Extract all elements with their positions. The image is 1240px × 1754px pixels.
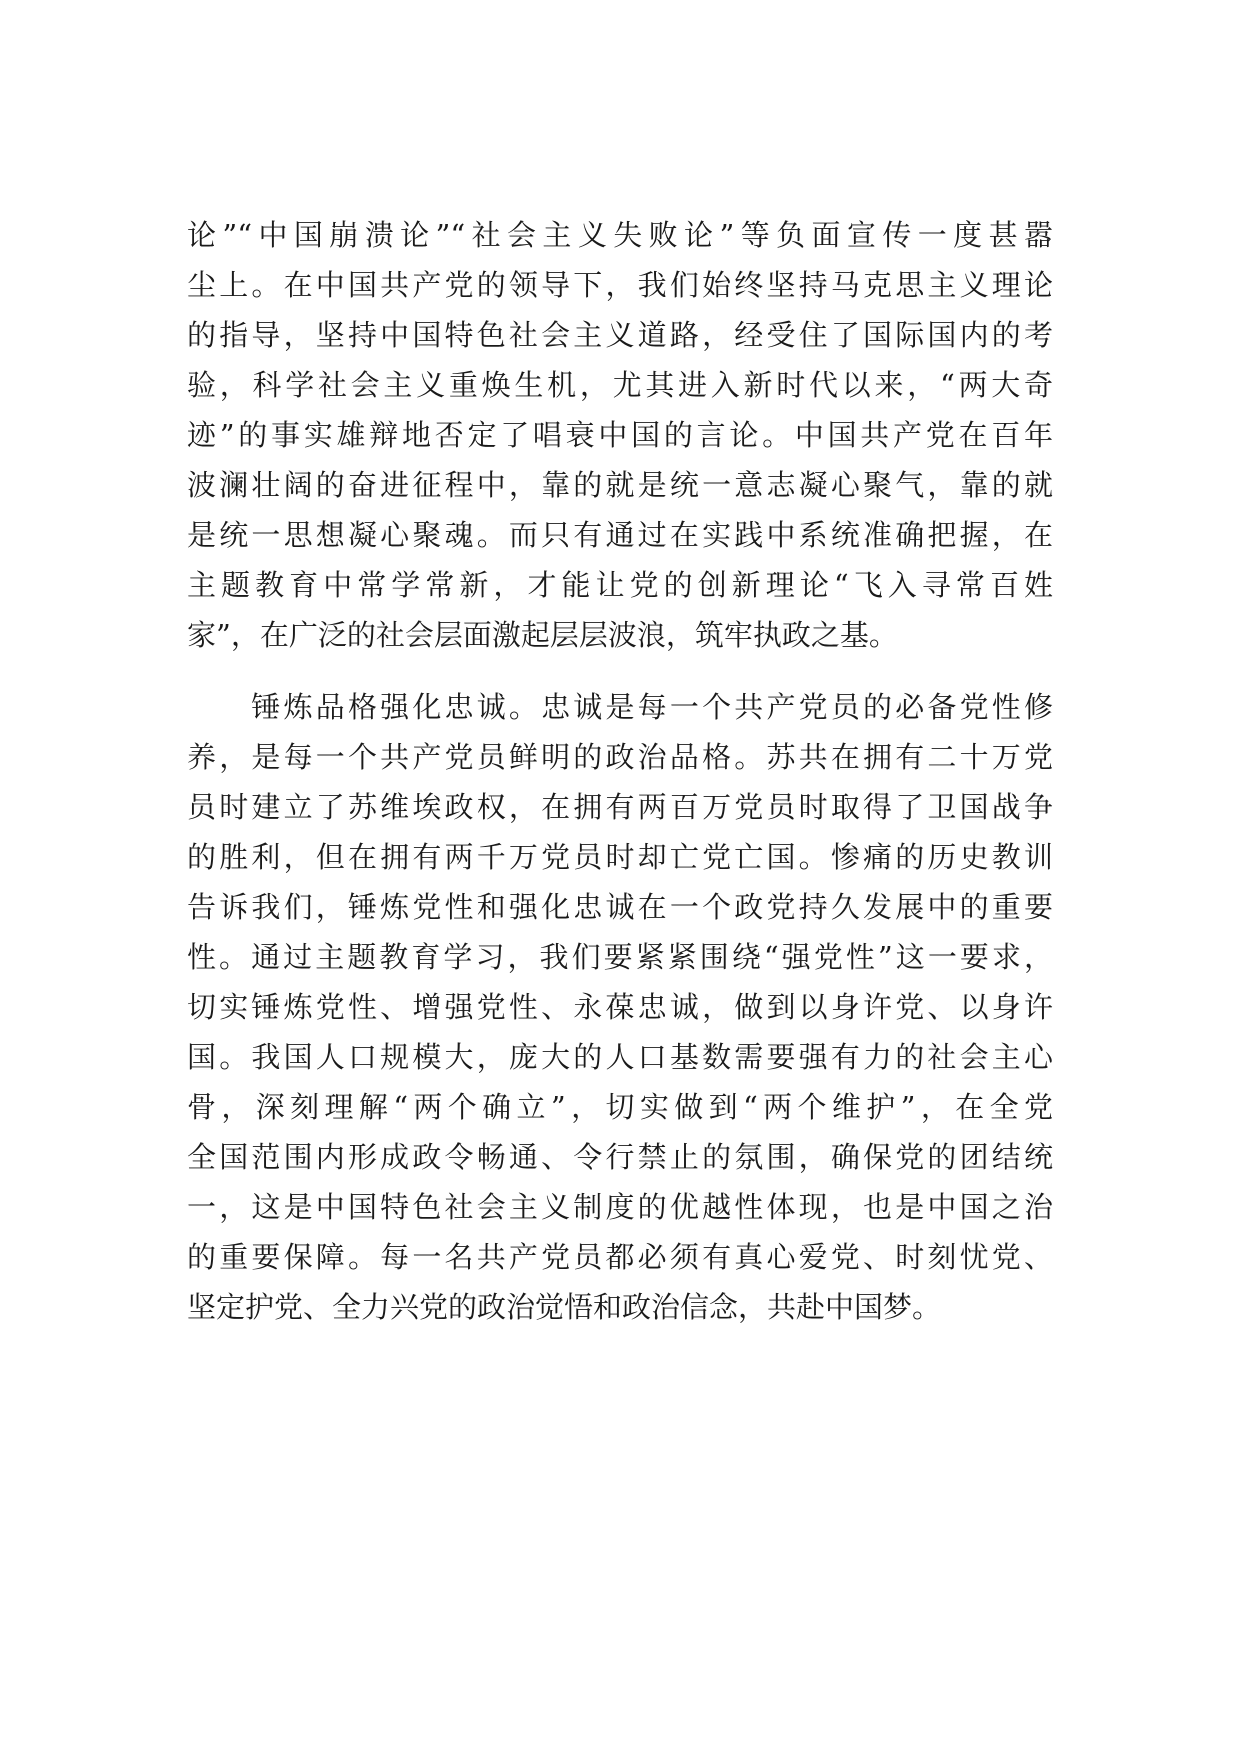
text-line: 的重要保障。每一名共产党员都必须有真心爱党、时刻忧党、 bbox=[187, 1240, 1053, 1274]
text-line: 家”，在广泛的社会层面激起层层波浪，筑牢执政之基。 bbox=[187, 618, 898, 652]
text-line: 验，科学社会主义重焕生机，尤其进入新时代以来，“两大奇 bbox=[187, 368, 1053, 402]
text-line: 尘上。在中国共产党的领导下，我们始终坚持马克思主义理论 bbox=[187, 268, 1053, 302]
text-line: 论”“中国崩溃论”“社会主义失败论”等负面宣传一度甚嚣 bbox=[187, 218, 1053, 252]
text-line: 养，是每一个共产党员鲜明的政治品格。苏共在拥有二十万党 bbox=[187, 740, 1053, 774]
text-line: 员时建立了苏维埃政权，在拥有两百万党员时取得了卫国战争 bbox=[187, 790, 1053, 824]
text-line: 一，这是中国特色社会主义制度的优越性体现，也是中国之治 bbox=[187, 1190, 1053, 1224]
text-line: 迹”的事实雄辩地否定了唱衰中国的言论。中国共产党在百年 bbox=[187, 418, 1053, 452]
text-line: 的胜利，但在拥有两千万党员时却亡党亡国。惨痛的历史教训 bbox=[187, 840, 1053, 874]
document-body bbox=[187, 210, 1053, 1332]
text-line: 主题教育中常学常新，才能让党的创新理论“飞入寻常百姓 bbox=[187, 568, 1053, 602]
text-line: 的指导，坚持中国特色社会主义道路，经受住了国际国内的考 bbox=[187, 318, 1053, 352]
text-line: 全国范围内形成政令畅通、令行禁止的氛围，确保党的团结统 bbox=[187, 1140, 1053, 1174]
text-line: 坚定护党、全力兴党的政治觉悟和政治信念，共赴中国梦。 bbox=[187, 1290, 942, 1324]
paragraph-spacer bbox=[187, 660, 1053, 682]
text-line: 是统一思想凝心聚魂。而只有通过在实践中系统准确把握，在 bbox=[187, 518, 1053, 552]
paragraph-1 bbox=[187, 210, 1053, 660]
text-line: 波澜壮阔的奋进征程中，靠的就是统一意志凝心聚气，靠的就 bbox=[187, 468, 1053, 502]
text-line: 骨，深刻理解“两个确立”，切实做到“两个维护”，在全党 bbox=[187, 1090, 1053, 1124]
text-line: 性。通过主题教育学习，我们要紧紧围绕“强党性”这一要求， bbox=[187, 940, 1053, 974]
text-line: 告诉我们，锤炼党性和强化忠诚在一个政党持久发展中的重要 bbox=[187, 890, 1053, 924]
text-line: 锤炼品格强化忠诚。忠诚是每一个共产党员的必备党性修 bbox=[187, 690, 1053, 724]
paragraph-2 bbox=[187, 682, 1053, 1332]
text-line: 切实锤炼党性、增强党性、永葆忠诚，做到以身许党、以身许 bbox=[187, 990, 1053, 1024]
text-line: 国。我国人口规模大，庞大的人口基数需要强有力的社会主心 bbox=[187, 1040, 1053, 1074]
